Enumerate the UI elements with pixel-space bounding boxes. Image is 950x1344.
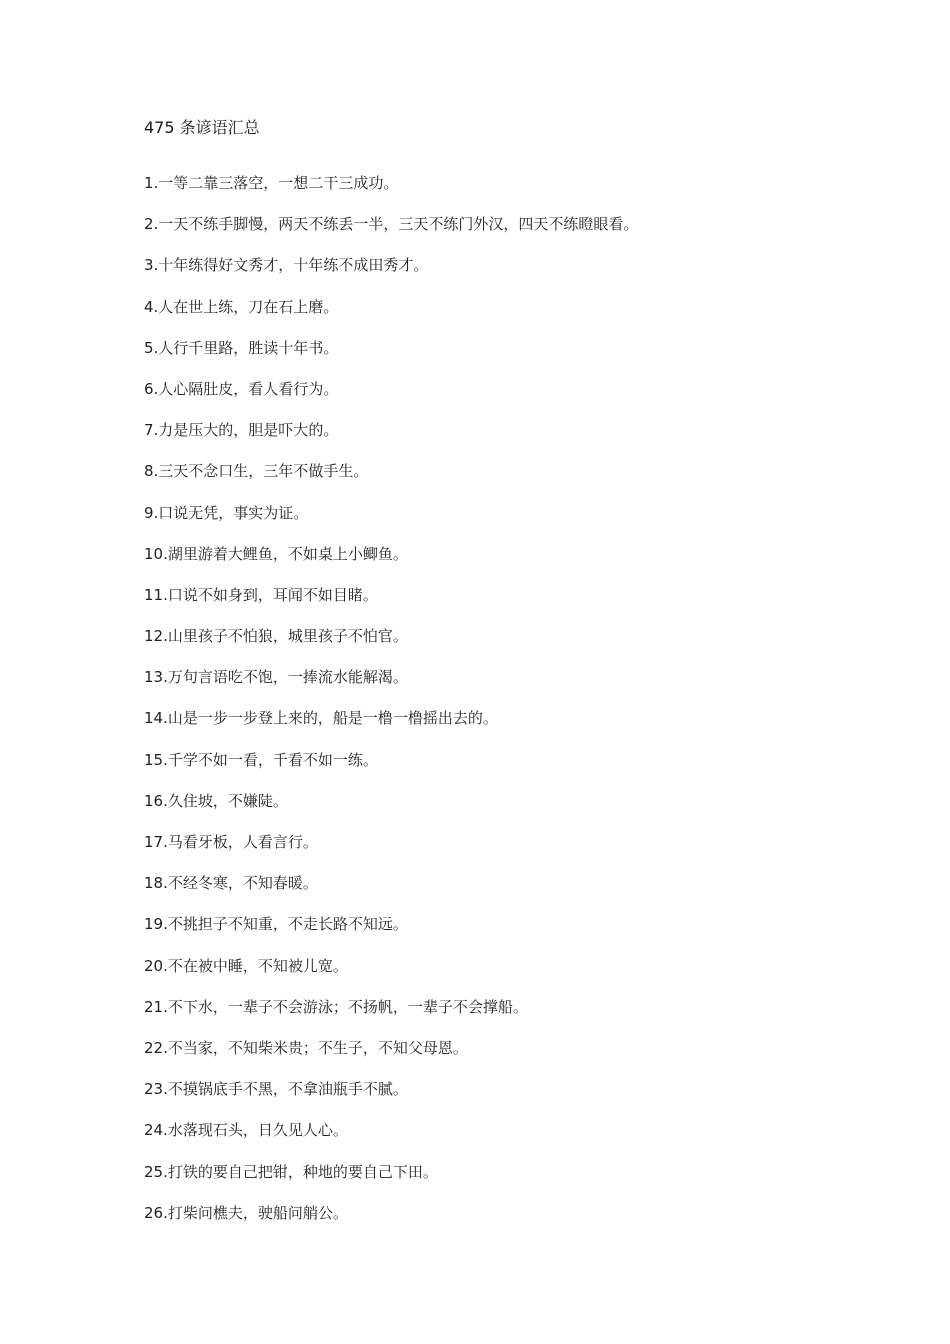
proverb-item: 22.不当家，不知柴米贵；不生子，不知父母恩。	[144, 1038, 468, 1057]
proverb-item: 15.千学不如一看，千看不如一练。	[144, 750, 378, 769]
proverb-item: 26.打柴问樵夫，驶船问艄公。	[144, 1203, 348, 1222]
proverb-item: 17.马看牙板，人看言行。	[144, 833, 318, 851]
document-title: 475 条谚语汇总	[144, 118, 260, 137]
proverb-item: 20.不在被中睡，不知被儿宽。	[144, 956, 348, 975]
proverb-item: 10.湖里游着大鲤鱼，不如桌上小鲫鱼。	[144, 544, 408, 563]
proverb-item: 12.山里孩子不怕狼，城里孩子不怕官。	[144, 627, 408, 646]
proverb-item: 18.不经冬寒，不知春暖。	[144, 874, 318, 893]
proverb-item: 5.人行千里路，胜读十年书。	[144, 338, 339, 357]
proverb-item: 23.不摸锅底手不黑，不拿油瓶手不腻。	[144, 1080, 408, 1099]
proverb-item: 9.口说无凭，事实为证。	[144, 503, 309, 522]
proverb-item: 7.力是压大的，胆是吓大的。	[144, 421, 339, 440]
proverb-item: 16.久住坡，不嫌陡。	[144, 791, 288, 810]
proverb-item: 14.山是一步一步登上来的，船是一橹一橹摇出去的。	[144, 709, 498, 728]
proverb-item: 21.不下水，一辈子不会游泳；不扬帆，一辈子不会撑船。	[144, 997, 528, 1016]
proverb-item: 25.打铁的要自己把钳，种地的要自己下田。	[144, 1162, 438, 1181]
proverb-item: 4.人在世上练，刀在石上磨。	[144, 297, 339, 316]
proverb-item: 1.一等二靠三落空，一想二干三成功。	[144, 174, 399, 192]
proverb-item: 8.三天不念口生，三年不做手生。	[144, 462, 369, 481]
proverb-item: 24.水落现石头，日久见人心。	[144, 1121, 348, 1140]
proverb-item: 2.一天不练手脚慢，两天不练丢一半，三天不练门外汉，四天不练瞪眼看。	[144, 215, 639, 234]
proverb-item: 19.不挑担子不知重，不走长路不知远。	[144, 915, 408, 934]
proverb-item: 13.万句言语吃不饱，一捧流水能解渴。	[144, 668, 408, 687]
proverb-item: 11.口说不如身到，耳闻不如目睹。	[144, 585, 378, 604]
proverb-list	[144, 171, 638, 1242]
proverb-item: 6.人心隔肚皮，看人看行为。	[144, 379, 339, 398]
proverb-item: 3.十年练得好文秀才，十年练不成田秀才。	[144, 256, 429, 275]
